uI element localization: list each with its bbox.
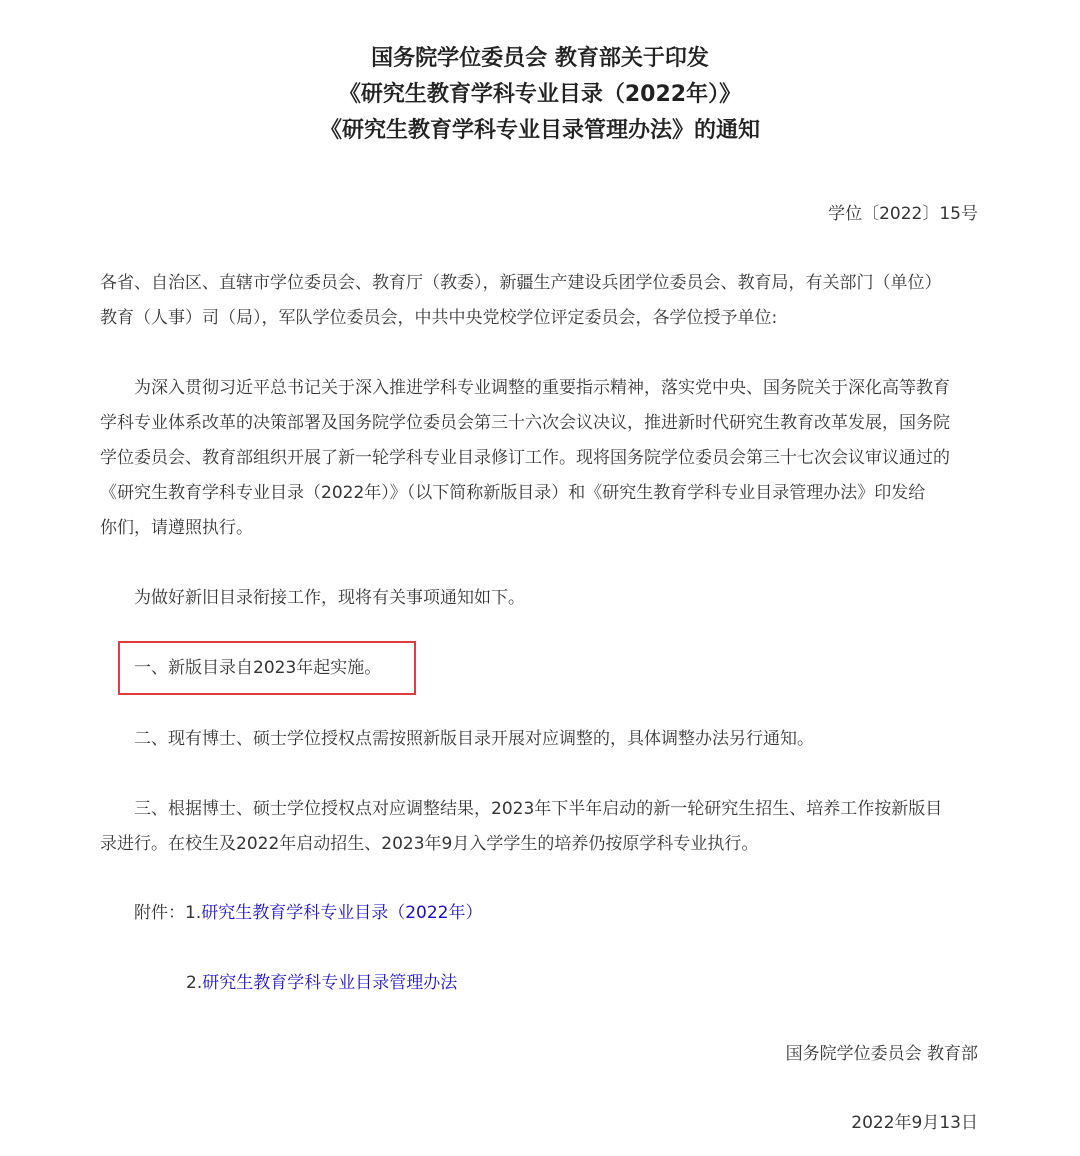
paragraph-1-line-1: 为深入贯彻习近平总书记关于深入推进学科专业调整的重要指示精神，落实党中央、国务院关于深化高等教育 xyxy=(134,378,950,398)
attachment-2-link[interactable]: 研究生教育学科专业目录管理办法 xyxy=(202,973,458,993)
paragraph-1-line-2: 学科专业体系改革的决策部署及国务院学位委员会第三十六次会议决议，推进新时代研究生教育改革发展，国务院 xyxy=(100,413,950,433)
date: 2022年9月13日 xyxy=(851,1113,978,1133)
item-1: 一、新版目录自2023年起实施。 xyxy=(134,658,382,678)
addressee-line-2: 教育（人事）司（局），军队学位委员会，中共中央党校学位评定委员会，各学位授予单位: xyxy=(100,308,778,328)
paragraph-2: 为做好新旧目录衔接工作，现将有关事项通知如下。 xyxy=(134,588,525,608)
title-line-2: 《研究生教育学科专业目录（2022年）》 xyxy=(338,82,742,107)
attachment-1-number: 1. xyxy=(185,903,202,923)
attachment-2 xyxy=(186,966,457,1001)
attachment-2-number: 2. xyxy=(186,973,203,993)
attachment-label: 附件： xyxy=(134,903,185,923)
title-line-3: 《研究生教育学科专业目录管理办法》的通知 xyxy=(319,118,760,143)
title-line-1: 国务院学位委员会 教育部关于印发 xyxy=(371,46,709,71)
attachment-1 xyxy=(134,896,483,931)
item-3-line-1: 三、根据博士、硕士学位授权点对应调整结果，2023年下半年启动的新一轮研究生招生、培养工作按新版目 xyxy=(134,799,943,819)
paragraph-1-line-4: 《研究生教育学科专业目录（2022年）》（以下简称新版目录）和《研究生教育学科专业目录管理办法》印发给 xyxy=(100,483,926,503)
attachment-1-link[interactable]: 研究生教育学科专业目录（2022年） xyxy=(201,903,483,923)
paragraph-1-line-3: 学位委员会、教育部组织开展了新一轮学科专业目录修订工作。现将国务院学位委员会第三十七次会议审议通过的 xyxy=(100,448,950,468)
document-number: 学位〔2022〕15号 xyxy=(828,204,978,224)
item-2: 二、现有博士、硕士学位授权点需按照新版目录开展对应调整的，具体调整办法另行通知。 xyxy=(134,729,814,749)
signature: 国务院学位委员会 教育部 xyxy=(785,1044,978,1064)
item-3-line-2: 录进行。在校生及2022年启动招生、2023年9月入学学生的培养仍按原学科专业执行。 xyxy=(100,834,759,854)
paragraph-1-line-5: 你们，请遵照执行。 xyxy=(100,518,253,538)
addressee-line-1: 各省、自治区、直辖市学位委员会、教育厅（教委），新疆生产建设兵团学位委员会、教育局，有关部门（单位） xyxy=(100,273,942,293)
